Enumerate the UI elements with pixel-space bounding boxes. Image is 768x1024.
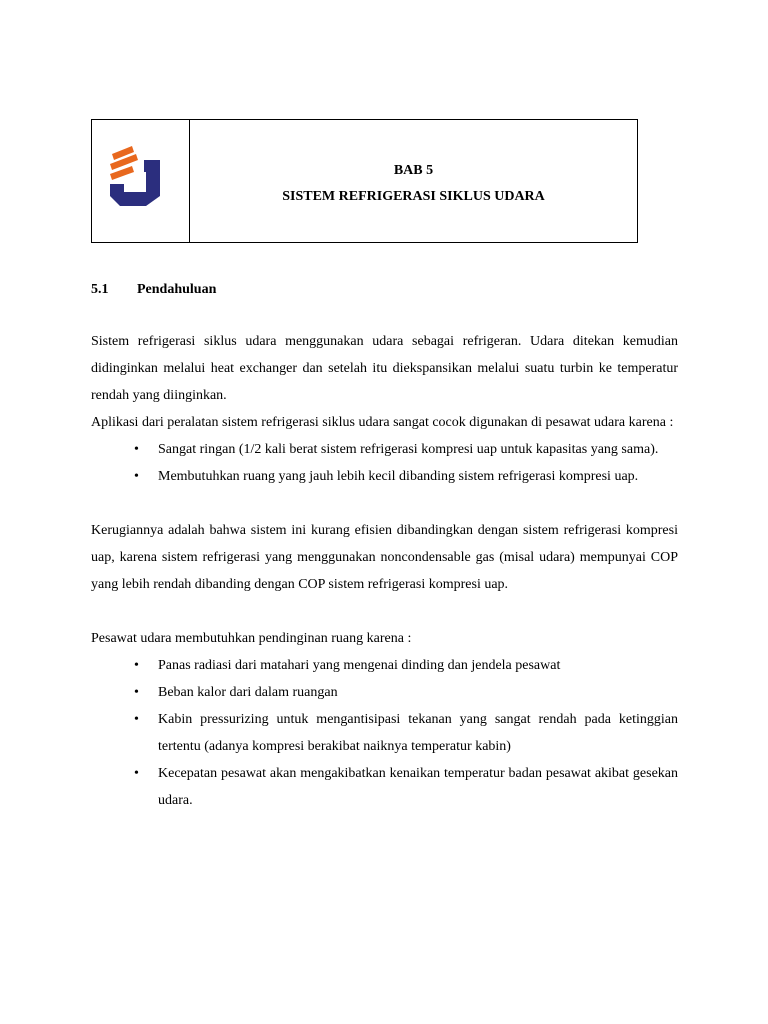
paragraph: Pesawat udara membutuhkan pendinginan ruang karena : <box>91 631 412 646</box>
list-item: • Sangat ringan (1/2 kali berat sistem refrigerasi kompresi uap untuk kapasitas yang sama). <box>158 436 678 463</box>
logo-cell <box>92 120 190 242</box>
chapter-number: BAB 5 <box>393 163 434 178</box>
chapter-header-box <box>91 119 638 243</box>
section-number: 5.1 <box>91 282 109 297</box>
chapter-title: SISTEM REFRIGERASI SIKLUS UDARA <box>282 189 545 204</box>
list-item: • Beban kalor dari dalam ruangan <box>158 679 678 706</box>
list-item: • Kabin pressurizing untuk mengantisipasi tekanan yang sangat rendah pada ketinggian tertentu (adanya kompresi berakibat naiknya temperatur kabin) <box>158 706 678 760</box>
advantages-list <box>91 436 678 490</box>
cooling-reasons-list <box>91 652 678 814</box>
list-item: • Membutuhkan ruang yang jauh lebih kecil dibanding sistem refrigerasi kompresi uap. <box>158 463 678 490</box>
section-title: Pendahuluan <box>137 282 217 297</box>
list-item: • Panas radiasi dari matahari yang mengenai dinding dan jendela pesawat <box>158 652 678 679</box>
paragraph: Sistem refrigerasi siklus udara menggunakan udara sebagai refrigeran. Udara ditekan kemudian didinginkan melalui heat exchanger dan setelah itu diekspansikan melalui suatu turbin ke temperatur rendah yang diinginkan. <box>91 334 678 403</box>
chapter-title-cell <box>190 120 637 242</box>
paragraph: Kerugiannya adalah bahwa sistem ini kurang efisien dibandingkan dengan sistem refrigerasi kompresi uap, karena sistem refrigerasi yang menggunakan noncondensable gas (misal udara) mempunyai COP yang lebih rendah dibanding dengan COP sistem refrigerasi kompresi uap. <box>91 523 678 592</box>
section-heading <box>91 282 216 298</box>
paragraph: Aplikasi dari peralatan sistem refrigerasi siklus udara sangat cocok digunakan di pesawat udara karena : <box>91 415 674 430</box>
institution-logo-icon <box>106 146 164 206</box>
section-body <box>91 328 678 814</box>
spacer <box>91 598 678 625</box>
list-item: • Kecepatan pesawat akan mengakibatkan kenaikan temperatur badan pesawat akibat gesekan udara. <box>158 760 678 814</box>
spacer <box>91 490 678 517</box>
